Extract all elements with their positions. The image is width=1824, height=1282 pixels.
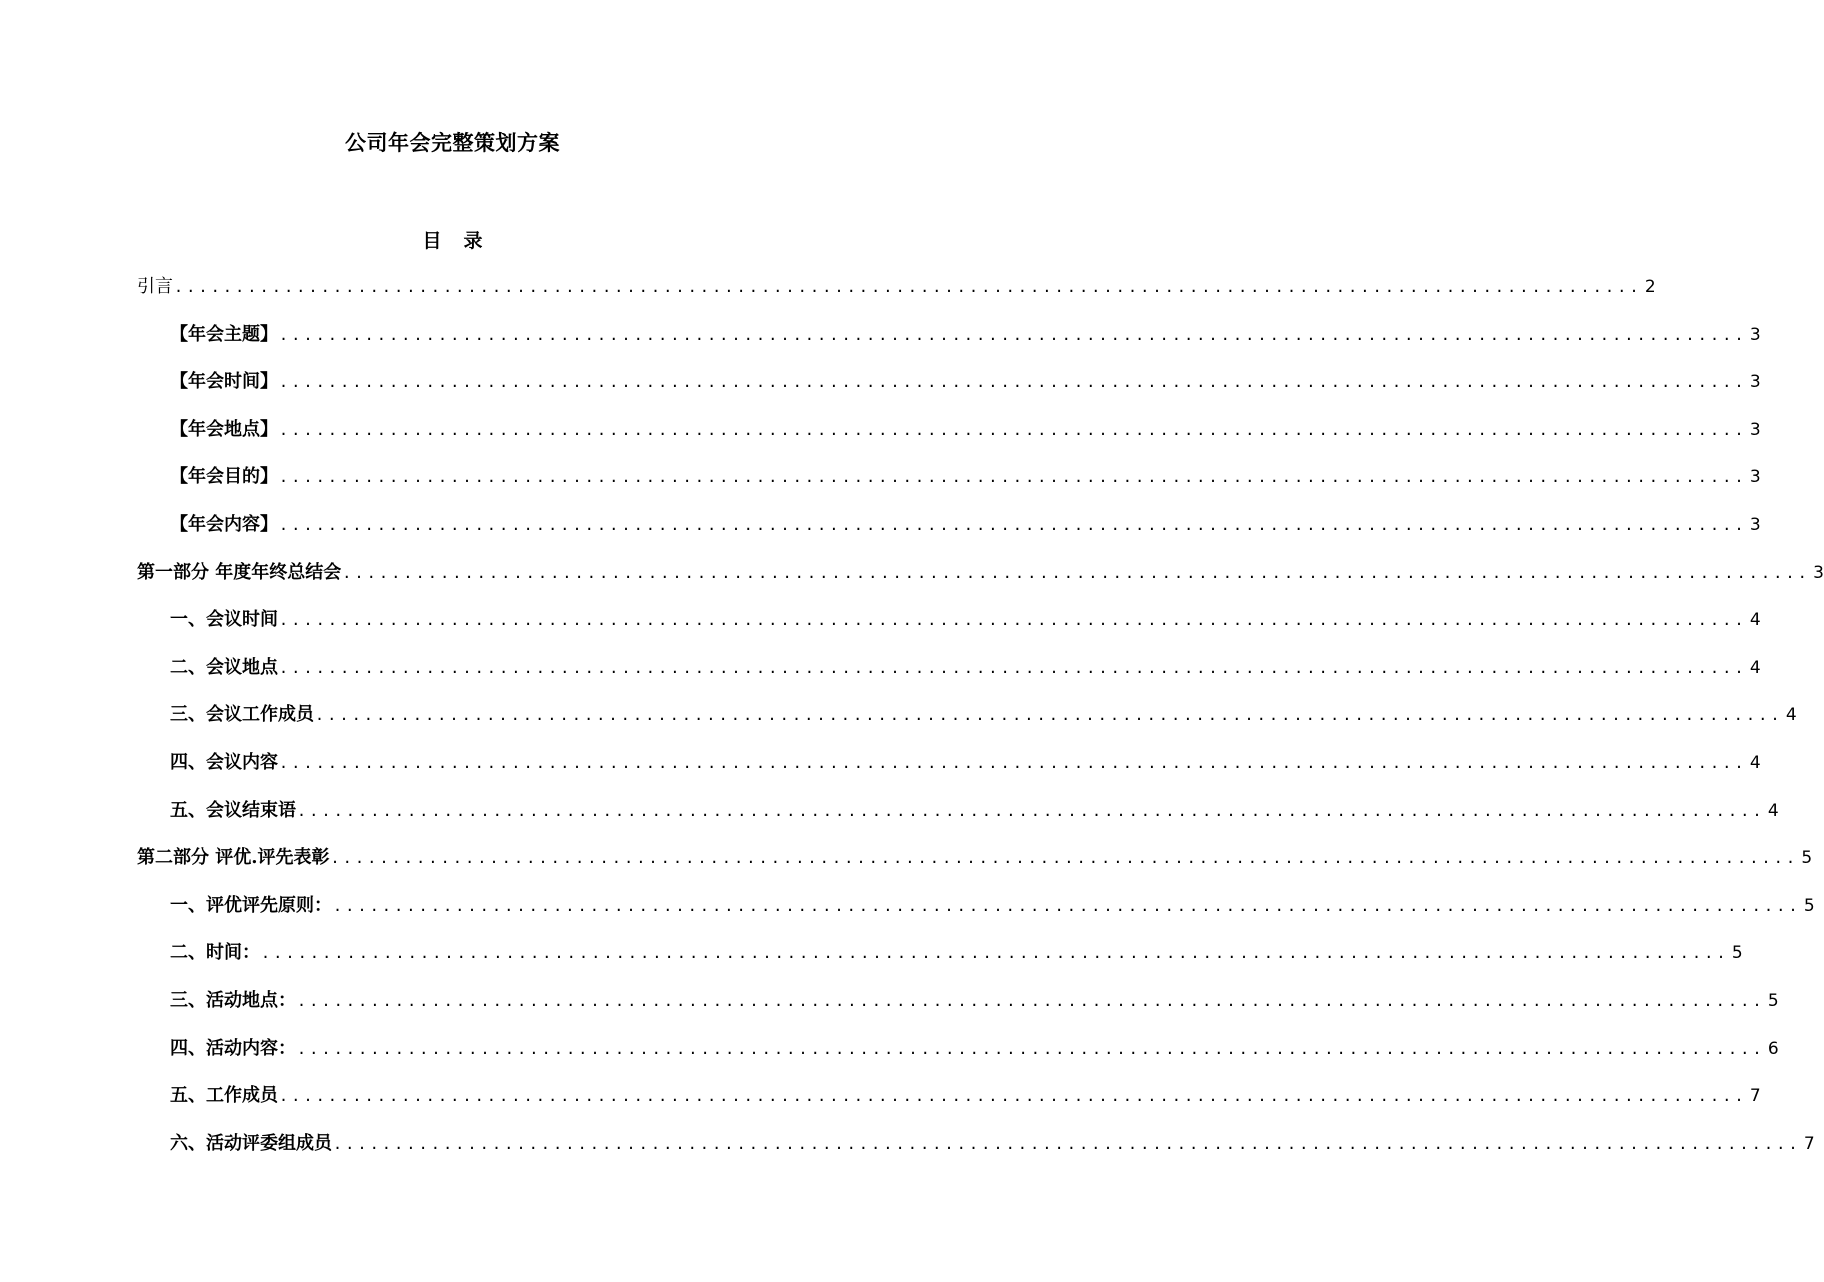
toc-entry-activity-content[interactable] — [137, 1034, 1779, 1082]
toc-leader-dots: ........................................................................................................................ — [297, 1039, 1765, 1058]
toc-page-number: 7 — [1749, 1086, 1761, 1107]
toc-entry-label: 【年会目的】 — [170, 466, 278, 488]
toc-entry-introduction[interactable] — [137, 272, 1656, 320]
toc-page-number: 4 — [1767, 800, 1779, 821]
toc-page-number: 2 — [1644, 277, 1656, 297]
toc-leader-dots: ........................................................................................................................ — [297, 801, 1765, 820]
toc-page-number: 6 — [1767, 1038, 1779, 1059]
toc-page-number: 4 — [1749, 657, 1761, 678]
toc-page-number: 3 — [1749, 324, 1761, 345]
toc-leader-dots: ........................................................................................................................ — [330, 849, 1799, 868]
toc-entry-label: 二、时间： — [170, 942, 260, 964]
toc-page-number: 3 — [1749, 514, 1761, 535]
toc-entry-label: 一、评优评先原则： — [170, 894, 332, 916]
toc-entry-label: 第二部分 评优.评先表彰 — [137, 847, 330, 869]
toc-entry-label: 一、会议时间 — [170, 609, 278, 631]
toc-entry-label: 引言 — [137, 276, 173, 297]
toc-entry-work-staff[interactable] — [137, 1081, 1761, 1129]
toc-leader-dots: ........................................................................................................................ — [297, 991, 1765, 1010]
toc-entry-location[interactable] — [137, 415, 1761, 463]
toc-page-number: 5 — [1801, 848, 1813, 869]
toc-entry-judges[interactable] — [137, 1129, 1815, 1177]
toc-leader-dots: ........................................................................................................................ — [279, 515, 1747, 534]
toc-page-number: 3 — [1749, 467, 1761, 488]
toc-leader-dots: ........................................................................................................................ — [279, 325, 1747, 344]
toc-page-number: 4 — [1749, 752, 1761, 773]
toc-heading: 目录 — [422, 230, 505, 252]
toc-entry-award-principles[interactable] — [137, 891, 1815, 939]
toc-leader-dots: ........................................................................................................................ — [279, 753, 1747, 772]
document-title: 公司年会完整策划方案 — [345, 130, 560, 155]
toc-entry-meeting-time[interactable] — [137, 605, 1761, 653]
toc-leader-dots: ........................................................................................................................ — [174, 278, 1642, 296]
toc-entry-label: 【年会时间】 — [170, 371, 278, 393]
toc-entry-purpose[interactable] — [137, 462, 1761, 510]
toc-leader-dots: ........................................................................................................................ — [261, 944, 1729, 963]
toc-entry-label: 【年会地点】 — [170, 418, 278, 440]
toc-leader-dots: ........................................................................................................................ — [333, 896, 1801, 915]
toc-page-number: 5 — [1803, 895, 1815, 916]
toc-entry-time[interactable] — [137, 367, 1761, 415]
table-of-contents — [137, 272, 1824, 1176]
toc-leader-dots: ........................................................................................................................ — [279, 373, 1747, 392]
toc-entry-content[interactable] — [137, 510, 1761, 558]
toc-entry-label: 二、会议地点 — [170, 656, 278, 678]
toc-leader-dots: ........................................................................................................................ — [279, 658, 1747, 677]
toc-entry-label: 五、工作成员 — [170, 1085, 278, 1107]
toc-entry-label: 六、活动评委组成员 — [170, 1132, 332, 1154]
toc-entry-meeting-location[interactable] — [137, 653, 1761, 701]
toc-entry-theme[interactable] — [137, 320, 1761, 368]
toc-entry-label: 第一部分 年度年终总结会 — [137, 561, 342, 583]
toc-leader-dots: ........................................................................................................................ — [279, 420, 1747, 439]
toc-entry-label: 五、会议结束语 — [170, 799, 296, 821]
toc-entry-part-two[interactable] — [137, 843, 1813, 891]
toc-page-number: 3 — [1749, 372, 1761, 393]
toc-entry-label: 三、会议工作成员 — [170, 704, 314, 726]
toc-entry-label: 四、会议内容 — [170, 751, 278, 773]
toc-entry-meeting-staff[interactable] — [137, 700, 1797, 748]
toc-page-number: 5 — [1767, 990, 1779, 1011]
toc-entry-meeting-closing[interactable] — [137, 796, 1779, 844]
toc-leader-dots: ........................................................................................................................ — [279, 611, 1747, 630]
toc-leader-dots: ........................................................................................................................ — [315, 706, 1783, 725]
toc-page-number: 7 — [1803, 1133, 1815, 1154]
toc-entry-label: 四、活动内容： — [170, 1037, 296, 1059]
toc-leader-dots: ........................................................................................................................ — [279, 468, 1747, 487]
toc-entry-activity-location[interactable] — [137, 986, 1779, 1034]
toc-leader-dots: ........................................................................................................................ — [333, 1134, 1801, 1153]
toc-leader-dots: ........................................................................................................................ — [279, 1087, 1747, 1106]
toc-entry-label: 【年会内容】 — [170, 513, 278, 535]
toc-entry-label: 【年会主题】 — [170, 323, 278, 345]
toc-page-number: 5 — [1731, 943, 1743, 964]
toc-page-number: 3 — [1813, 562, 1824, 583]
toc-entry-award-time[interactable] — [137, 938, 1743, 986]
toc-page-number: 4 — [1785, 705, 1797, 726]
toc-entry-label: 三、活动地点： — [170, 989, 296, 1011]
toc-entry-meeting-content[interactable] — [137, 748, 1761, 796]
toc-page-number: 4 — [1749, 610, 1761, 631]
toc-leader-dots: ........................................................................................................................ — [342, 563, 1810, 582]
toc-page-number: 3 — [1749, 419, 1761, 440]
toc-entry-part-one[interactable] — [137, 558, 1824, 606]
